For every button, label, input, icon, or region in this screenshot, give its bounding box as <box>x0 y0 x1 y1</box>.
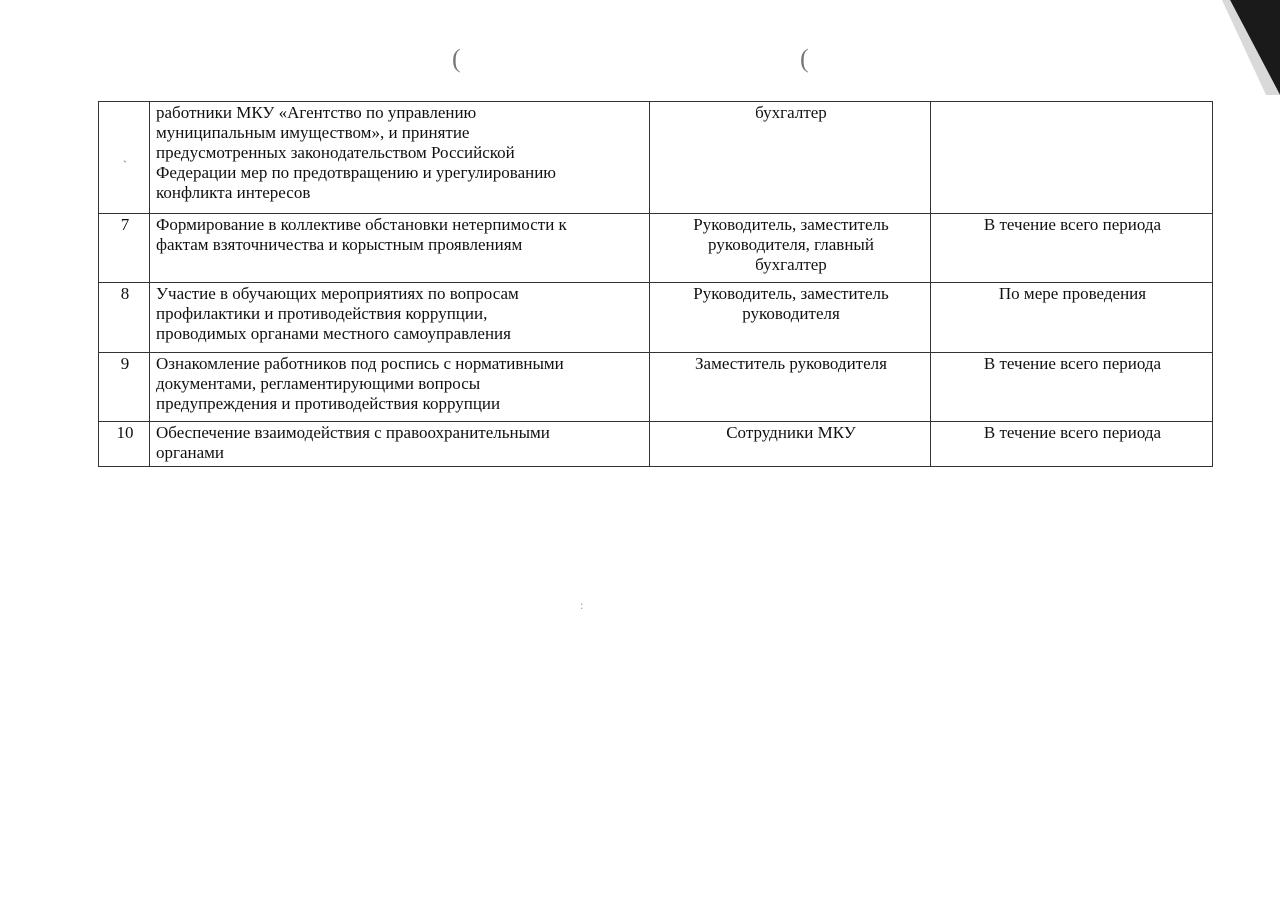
description-line: проводимых органами местного самоуправления <box>156 324 511 343</box>
row-number-cell: 8 <box>99 283 150 353</box>
page-corner-fold <box>1170 0 1280 95</box>
responsible-text: бухгалтер <box>755 103 827 122</box>
responsible-cell <box>650 353 931 422</box>
table-row <box>99 353 1213 422</box>
responsible-line: бухгалтер <box>755 255 827 274</box>
row-number-cell: 7 <box>99 214 150 283</box>
term-text: В течение всего периода <box>983 215 1162 234</box>
responsible-line: Руководитель, заместитель <box>693 215 889 234</box>
term-text: В течение всего периода <box>983 354 1162 373</box>
responsible-line: руководителя, главный <box>708 235 874 254</box>
anticorruption-measures-table <box>98 101 1213 467</box>
term-text: По мере проведения <box>998 284 1147 303</box>
description-line: конфликта интересов <box>156 183 311 202</box>
continuation-mark: ` <box>123 158 127 172</box>
measure-description-cell <box>150 422 650 467</box>
responsible-line: руководителя <box>742 304 840 323</box>
responsible-line: Сотрудники МКУ <box>726 423 856 442</box>
table-row <box>99 102 1213 214</box>
scan-speck: : <box>580 598 584 612</box>
term-cell <box>931 422 1213 467</box>
term-cell <box>931 214 1213 283</box>
description-line: муниципальным имуществом», и принятие <box>156 123 470 142</box>
row-number-cell: 10 <box>99 422 150 467</box>
row-number-cell <box>99 102 150 214</box>
description-line: Обеспечение взаимодействия с правоохранительными <box>156 423 550 442</box>
measure-description-cell <box>150 283 650 353</box>
description-line: документами, регламентирующими вопросы <box>156 374 481 393</box>
measure-description-cell <box>150 214 650 283</box>
term-cell <box>931 283 1213 353</box>
description-line: Участие в обучающих мероприятиях по вопросам <box>156 284 519 303</box>
table-row <box>99 422 1213 467</box>
description-line: предусмотренных законодательством Российской <box>156 143 515 162</box>
table-row <box>99 214 1213 283</box>
description-line: органами <box>156 443 225 462</box>
responsible-cell <box>650 283 931 353</box>
description-line: профилактики и противодействия коррупции, <box>156 304 488 323</box>
responsible-line: Заместитель руководителя <box>695 354 887 373</box>
description-line: Ознакомление работников под роспись с нормативными <box>156 354 564 373</box>
description-line: предупреждения и противодействия коррупции <box>156 394 501 413</box>
term-text: В течение всего периода <box>983 423 1162 442</box>
responsible-cell <box>650 422 931 467</box>
measure-description-cell <box>150 353 650 422</box>
description-line: фактам взяточничества и корыстным проявлениям <box>156 235 523 254</box>
punch-hole-right: ( <box>800 44 809 73</box>
term-cell <box>931 353 1213 422</box>
table-row <box>99 283 1213 353</box>
punch-hole-left: ( <box>452 44 461 73</box>
responsible-cell <box>650 102 931 214</box>
description-line: Федерации мер по предотвращению и урегулированию <box>156 163 557 182</box>
description-line: Формирование в коллективе обстановки нетерпимости к <box>156 215 567 234</box>
row-number-cell: 9 <box>99 353 150 422</box>
description-line: работники МКУ «Агентство по управлению <box>156 103 477 122</box>
term-cell <box>931 102 1213 214</box>
measure-description-cell <box>150 102 650 214</box>
responsible-line: Руководитель, заместитель <box>693 284 889 303</box>
responsible-cell <box>650 214 931 283</box>
